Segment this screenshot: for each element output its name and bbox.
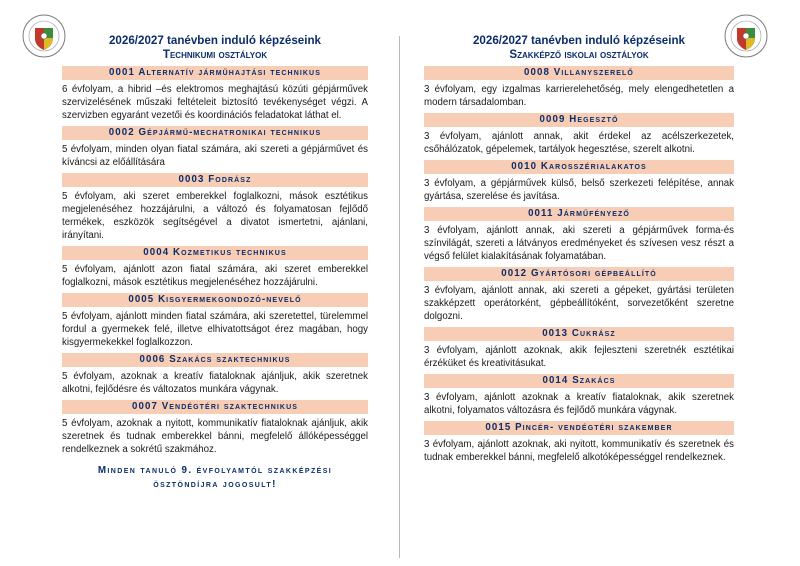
program-heading-0002: 0002 Gépjármű-mechatronikai technikus [62,126,368,140]
right-title: 2026/2027 tanévben induló képzéseink [472,34,685,47]
program-heading-0004: 0004 Kozmetikus technikus [62,246,368,260]
program-heading-0010: 0010 Karosszérialakatos [424,160,734,174]
program-heading-0005: 0005 Kisgyermekgondozó-nevelő [62,293,368,307]
program-desc-0013: 3 évfolyam, ajánlott azoknak, akik fejleszteni szeretnék esztétikai érzéküket és kreativitásukat. [424,345,734,369]
program-heading-0001: 0001 Alternatív járműhajtási technikus [62,66,368,80]
program-desc-0002: 5 évfolyam, minden olyan fiatal számára, aki szereti a gépjárművet és kíváncsi az előállítására [62,144,368,168]
program-heading-0014: 0014 Szakács [424,374,734,388]
scholarship-note [62,464,368,492]
technikum-column [62,34,368,492]
program-heading-0006: 0006 Szakács szaktechnikus [62,353,368,367]
right-subtitle: Szakképző iskolai osztályok [509,48,649,61]
program-desc-0007: 5 évfolyam, azoknak a nyitott, kommunikatív fiataloknak ajánljuk, akik szeretnek és tudnak emberekkel bánni, megfelelő állóképességgel rendelkeznek a sokrétű szakmához. [62,418,368,455]
program-desc-0001: 6 évfolyam, a hibrid –és elektromos meghajtású közúti gépjárművek szervizelésének műszaki feltételeit biztosító tevékenységet végzi. A szervizben egyaránt vezetői és koordinációs feladatokat láthat el. [62,84,368,121]
program-desc-0010: 3 évfolyam, a gépjárművek külső, belső szerkezeti felépítése, annak gyártása, szerelése és javítása. [424,178,734,202]
program-desc-0005: 5 évfolyam, ajánlott minden fiatal számára, aki szeretettel, türelemmel fordul a gyermekek felé, illetve elhivatottságot érez magában, hogy kisgyermekekkel foglalkozzon. [62,311,368,348]
program-desc-0014: 3 évfolyam, ajánlott azoknak a kreatív fiataloknak, akik szeretnek alkotni, folyamatos változásra és fejlődő munkára vágynak. [424,392,734,416]
school-logo [22,14,66,58]
column-divider [399,36,400,558]
program-desc-0008: 3 évfolyam, egy izgalmas karrierelehetőség, mely elengedhetetlen a modern társadalomban. [424,84,734,108]
program-heading-0011: 0011 Járműfényező [424,207,734,221]
program-heading-0009: 0009 Hegesztő [424,113,734,127]
szakkepzo-column [424,34,734,464]
program-desc-0015: 3 évfolyam, ajánlott azoknak, aki nyitott, kommunikatív és szeretnek és tudnak emberekkel bánni, megfelelő alkotóképességgel rendelkeznek. [424,439,734,463]
program-desc-0006: 5 évfolyam, azoknak a kreatív fiataloknak ajánljuk, akik szeretnek alkotni, fejlődésre és változatos munkára vágynak. [62,371,368,395]
left-title: 2026/2027 tanévben induló képzéseink [108,34,321,47]
program-heading-0015: 0015 Pincér- vendégtéri szakember [424,421,734,435]
program-desc-0004: 5 évfolyam, ajánlott azon fiatal számára, aki szeret emberekkel foglalkozni, mások esztétikus megjelenéséhez hozzájárulni. [62,264,368,288]
program-heading-0013: 0013 Cukrász [424,327,734,341]
scholarship-note-line2: ösztöndíjra jogosult! [153,479,277,490]
program-desc-0003: 5 évfolyam, aki szeret emberekkel foglalkozni, mások esztétikus megjelenéséhez hozzájárulni, a változó és folyamatosan fejlődő termékek, eszközök segítségével a divatot ismertetni, ajánlani, irányítani. [62,191,368,241]
program-desc-0012: 3 évfolyam, ajánlott annak, aki szereti a gépeket, gyártási területen szakképzett operátorként, gépbeállítóként, sorvezetőként szeretne dolgozni. [424,285,734,322]
program-heading-0003: 0003 Fodrász [62,173,368,187]
program-desc-0009: 3 évfolyam, ajánlott annak, akit érdekel az acélszerkezetek, csőhálózatok, gépelemek, tartályok hegesztése, szerelt alkotni. [424,131,734,155]
program-desc-0011: 3 évfolyam, ajánlott annak, aki szereti a gépjárművek forma-és színvilágát, szereti a látványos eredményeket és szívesen vesz részt a végső felület kialakításának folyamatában. [424,225,734,262]
program-heading-0007: 0007 Vendégtéri szaktechnikus [62,400,368,414]
left-subtitle: Technikumi osztályok [162,48,268,61]
program-heading-0008: 0008 Villanyszerelő [424,66,734,80]
program-heading-0012: 0012 Gyártósori gépbeállító [424,267,734,281]
scholarship-note-line1: Minden tanuló 9. évfolyamtól szakképzési [97,465,333,476]
